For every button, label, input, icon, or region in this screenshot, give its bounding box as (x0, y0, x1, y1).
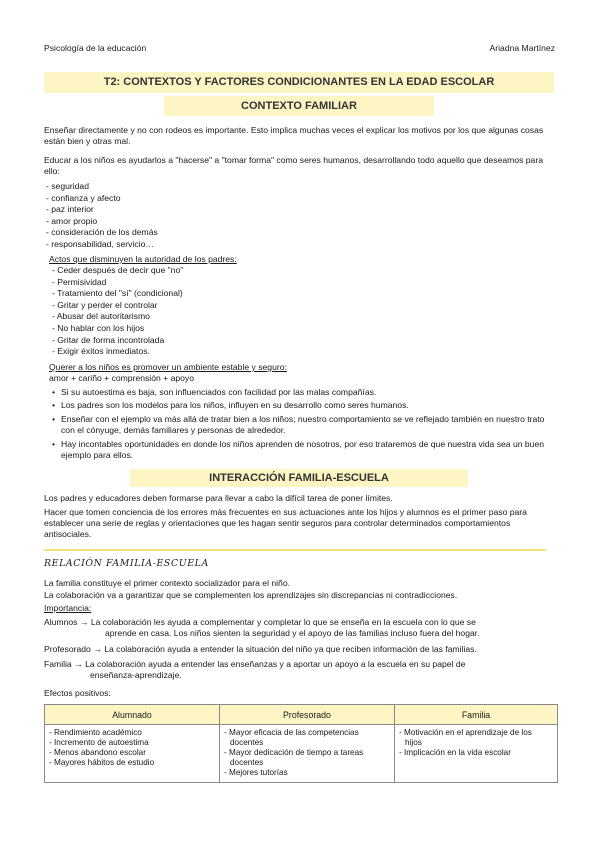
section-heading-relacion: RELACIÓN FAMILIA-ESCUELA (44, 558, 209, 569)
bullet-item: • Si su autoestima es baja, son influenciados con facilidad por las malas compañías. (52, 387, 552, 398)
cell-line: - Mayor dedicación de tiempo a tareas (224, 748, 364, 757)
table-cell-profesorado (220, 725, 395, 783)
text-profesorado: La colaboración ayuda a entender la situación del niño ya que reciben información de las familias. (104, 644, 477, 654)
list-item: - Tratamiento del "sí" (condicional) (52, 288, 183, 299)
cell-line: docentes (230, 758, 264, 767)
paragraph: Enseñar directamente y no con rodeos es importante. Esto implica muchas veces el explicar los motivos por los que algunas cosas están bien y otras mal. (44, 125, 544, 146)
effects-table (44, 704, 558, 783)
label-alumnos: Alumnos → (44, 617, 89, 627)
list-item: - Permisividad (52, 276, 107, 287)
stable-formula: amor + cariño + comprensión + apoyo (49, 373, 194, 383)
subheading-stable: Querer a los niños es promover un ambiente estable y seguro: (49, 362, 287, 372)
list-item: - paz interior (46, 204, 94, 215)
list-item: - Abusar del autoritarismo (52, 311, 150, 322)
needs-list (46, 181, 158, 251)
document-title: T2: CONTEXTOS Y FACTORES CONDICIONANTES EN LA EDAD ESCOLAR (44, 72, 554, 93)
column-header: Alumnado (45, 705, 220, 725)
cell-line: - Implicación en la vida escolar (399, 748, 511, 757)
text-alumnos-cont: aprende en casa. Los niños sienten la seguridad y el apoyo de las familias incluso fuera del hogar. (105, 628, 480, 639)
cell-line: - Menos abandono escolar (49, 748, 146, 757)
divider (44, 549, 546, 551)
table-cell-alumnado (45, 725, 220, 783)
bullet-list (52, 387, 552, 463)
section-heading-interaccion: INTERACCIÓN FAMILIA-ESCUELA (130, 469, 468, 487)
list-item: - Exigir éxitos inmediatos. (52, 346, 150, 357)
cell-line: hijos (405, 738, 422, 747)
list-item: - responsabilidad, servicio… (46, 238, 154, 249)
label-familia: Familia → (44, 659, 83, 669)
table-header-row (45, 705, 558, 725)
section-heading-familiar: CONTEXTO FAMILIAR (164, 96, 434, 116)
bullet-item: • Los padres son los modelos para los niños, influyen en su desarrollo como seres humanos. (52, 400, 552, 411)
header-course: Psicología de la educación (44, 43, 147, 53)
page-header (44, 43, 555, 55)
cell-line: - Motivación en el aprendizaje de los (399, 728, 532, 737)
list-item: - consideración de los demás (46, 227, 158, 238)
paragraph: La colaboración va a garantizar que se complementen los aprendizajes sin discrepancias ni contradicciones. (44, 590, 458, 600)
cell-line: docentes (230, 738, 264, 747)
subheading-authority: Actos que disminuyen la autoridad de los padres: (49, 254, 237, 264)
bullet-item: • Enseñar con el ejemplo va más allá de tratar bien a los niños; nuestro comportamiento se ve reflejado también en nuestro trato con el cónyuge, demás familiares y personas de alrededor. (52, 414, 552, 437)
text-alumnos: La colaboración les ayuda a complementar y completar lo que se enseña en la escuela con lo que se (90, 617, 476, 627)
list-item: - No hablar con los hijos (52, 322, 145, 333)
paragraph: Los padres y educadores deben formarse para llevar a cabo la difícil tarea de poner límites. (44, 493, 393, 503)
list-item: - Ceder después de decir que "no" (52, 265, 184, 275)
column-header: Profesorado (220, 705, 395, 725)
cell-line: - Mejores tutorías (224, 768, 288, 777)
table-cell-familia (395, 725, 558, 783)
cell-line: - Mayores hábitos de estudio (49, 758, 155, 767)
cell-line: - Incremento de autoestima (49, 738, 149, 747)
list-item: - amor propio (46, 215, 98, 226)
paragraph: Hacer que tomen conciencia de los errores más frecuentes en sus actuaciones ante los hijos y alumnos es el primer paso para establecer una serie de reglas y orientaciones que les hagan sentir seguros para controlar determinados comportamientos antisociales. (44, 507, 527, 539)
authority-list (52, 265, 183, 358)
table-row (45, 725, 558, 783)
bullet-item: • Hay incontables oportunidades en donde los niños aprenden de nosotros, por eso trataremos de que nuestra vida sea un buen ejemplo para ellos. (52, 439, 552, 462)
cell-line: - Rendimiento académico (49, 728, 142, 737)
paragraph: Educar a los niños es ayudarlos a "hacerse" a "tomar forma" como seres humanos, desarrollando todo aquello que deseamos para ello: (44, 155, 543, 176)
paragraph: La familia constituye el primer contexto socializador para el niño. (44, 578, 291, 588)
label-profesorado: Profesorado → (44, 644, 102, 654)
header-author: Ariadna Martínez (489, 43, 555, 53)
importance-familia (44, 659, 556, 681)
column-header: Familia (395, 705, 558, 725)
list-item: - confianza y afecto (46, 192, 121, 203)
importance-alumnos (44, 617, 556, 639)
text-familia-cont: enseñanza-aprendizaje. (90, 670, 182, 681)
list-item: - Gritar y perder el controlar (52, 299, 158, 310)
subheading-importancia: Importancia: (44, 603, 92, 613)
list-item: - seguridad (46, 181, 89, 191)
efectos-label: Efectos positivos: (44, 688, 111, 698)
cell-line: - Mayor eficacia de las competencias (224, 728, 359, 737)
importance-profesorado (44, 644, 556, 655)
list-item: - Gritar de forma incontrolada (52, 334, 165, 345)
text-familia: La colaboración ayuda a entender las enseñanzas y a aportar un apoyo a la escuela en su papel de (85, 659, 466, 669)
